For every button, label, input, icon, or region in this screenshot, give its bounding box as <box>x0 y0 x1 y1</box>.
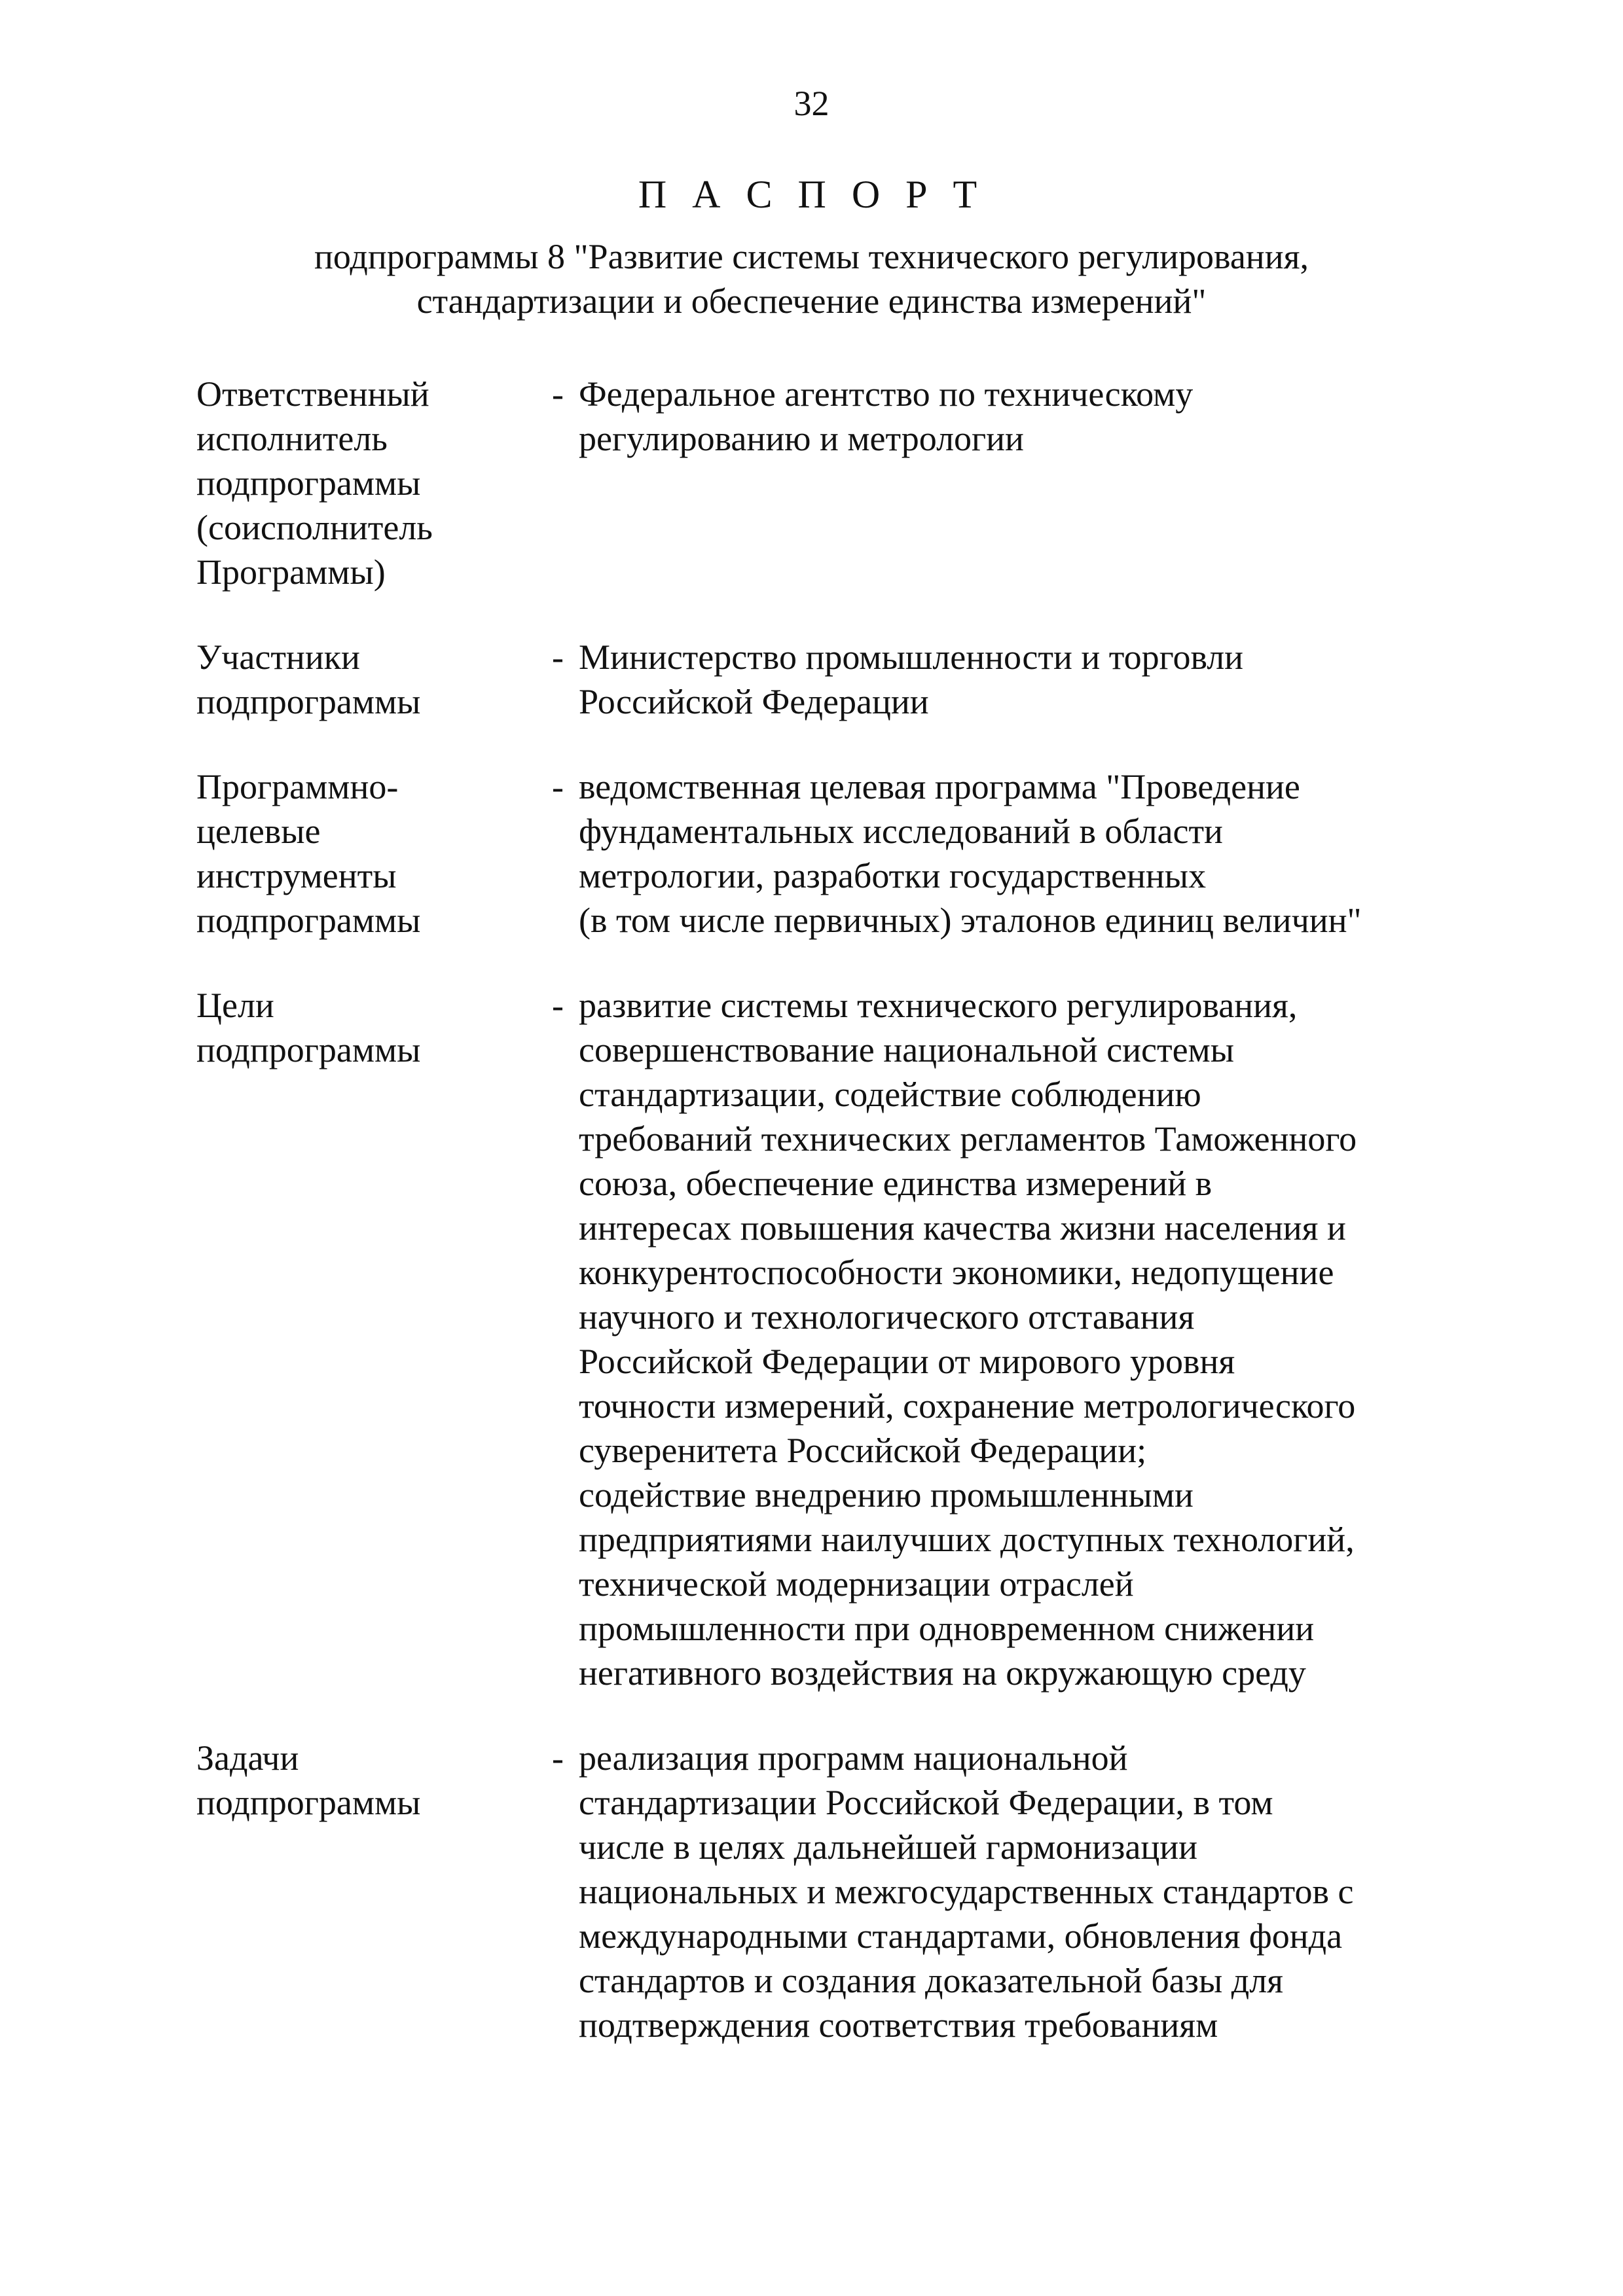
passport-row-goals <box>196 983 1440 1695</box>
value-line: стандартов и создания доказательной базы для <box>579 1961 1284 2000</box>
value-line: Министерство промышленности и торговли <box>579 637 1244 677</box>
row-dash: - <box>552 1738 564 1778</box>
label-line: инструменты <box>196 856 397 895</box>
passport-row-instruments <box>196 764 1440 942</box>
row-dash: - <box>552 767 564 806</box>
label-line: подпрограммы <box>196 1030 421 1069</box>
value-line: технической модернизации отраслей <box>579 1564 1134 1604</box>
passport-row-tasks <box>196 1736 1440 2047</box>
label-line: подпрограммы <box>196 1783 421 1822</box>
value-line: промышленности при одновременном снижении <box>579 1609 1315 1648</box>
value-line: негативного воздействия на окружающую среду <box>579 1653 1306 1693</box>
label-line: подпрограммы <box>196 463 421 503</box>
label-line: (соисполнитель <box>196 508 433 547</box>
label-line: Цели <box>196 986 274 1025</box>
value-line: союза, обеспечение единства измерений в <box>579 1164 1213 1203</box>
row-dash: - <box>552 637 564 677</box>
value-line: ведомственная целевая программа "Проведение <box>579 767 1300 806</box>
subtitle-line: подпрограммы 8 "Развитие системы технического регулирования, <box>314 237 1309 276</box>
label-line: подпрограммы <box>196 901 421 940</box>
passport-table <box>196 372 1440 2047</box>
value-line: подтверждения соответствия требованиям <box>579 2005 1218 2045</box>
row-label <box>196 635 537 724</box>
value-line: международными стандартами, обновления фонда <box>579 1916 1343 1956</box>
label-line: Программно- <box>196 767 399 806</box>
value-line: совершенствование национальной системы <box>579 1030 1235 1069</box>
subtitle-line: стандартизации и обеспечение единства измерений" <box>416 281 1207 321</box>
label-line: Программы) <box>196 552 386 592</box>
row-value <box>579 764 1440 942</box>
row-dash: - <box>552 986 564 1025</box>
value-line: суверенитета Российской Федерации; <box>579 1431 1147 1470</box>
row-label <box>196 1736 537 1825</box>
label-line: Задачи <box>196 1738 299 1778</box>
document-subtitle <box>0 234 1623 323</box>
value-line: развитие системы технического регулирования, <box>579 986 1298 1025</box>
label-line: Ответственный <box>196 374 429 414</box>
row-dash: - <box>552 374 564 414</box>
value-line: Российской Федерации <box>579 682 929 721</box>
passport-row-responsible-executor <box>196 372 1440 594</box>
value-line: стандартизации Российской Федерации, в том <box>579 1783 1273 1822</box>
value-line: содействие внедрению промышленными <box>579 1475 1194 1515</box>
value-line: реализация программ национальной <box>579 1738 1128 1778</box>
row-value <box>579 635 1440 724</box>
value-line: интересах повышения качества жизни населения и <box>579 1208 1346 1247</box>
passport-row-participants <box>196 635 1440 724</box>
value-line: конкурентоспособности экономики, недопущение <box>579 1253 1334 1292</box>
value-line: (в том числе первичных) эталонов единиц величин" <box>579 901 1362 940</box>
value-line: предприятиями наилучших доступных технологий, <box>579 1520 1355 1559</box>
value-line: требований технических регламентов Таможенного <box>579 1119 1357 1158</box>
value-line: регулированию и метрологии <box>579 419 1024 458</box>
value-line: точности измерений, сохранение метрологического <box>579 1386 1356 1426</box>
value-line: метрологии, разработки государственных <box>579 856 1207 895</box>
row-label <box>196 372 537 594</box>
row-label <box>196 983 537 1072</box>
value-line: числе в целях дальнейшей гармонизации <box>579 1827 1198 1867</box>
value-line: Федеральное агентство по техническому <box>579 374 1194 414</box>
row-label <box>196 764 537 942</box>
value-line: национальных и межгосударственных стандартов с <box>579 1872 1354 1911</box>
value-line: стандартизации, содействие соблюдению <box>579 1075 1201 1114</box>
label-line: целевые <box>196 812 321 851</box>
row-value <box>579 372 1440 461</box>
label-line: исполнитель <box>196 419 388 458</box>
label-line: Участники <box>196 637 360 677</box>
row-value <box>579 983 1440 1695</box>
document-title: П А С П О Р Т <box>638 173 985 216</box>
value-line: Российской Федерации от мирового уровня <box>579 1342 1235 1381</box>
label-line: подпрограммы <box>196 682 421 721</box>
row-value <box>579 1736 1440 2047</box>
value-line: фундаментальных исследований в области <box>579 812 1223 851</box>
value-line: научного и технологического отставания <box>579 1297 1195 1336</box>
page-number: 32 <box>793 84 830 123</box>
